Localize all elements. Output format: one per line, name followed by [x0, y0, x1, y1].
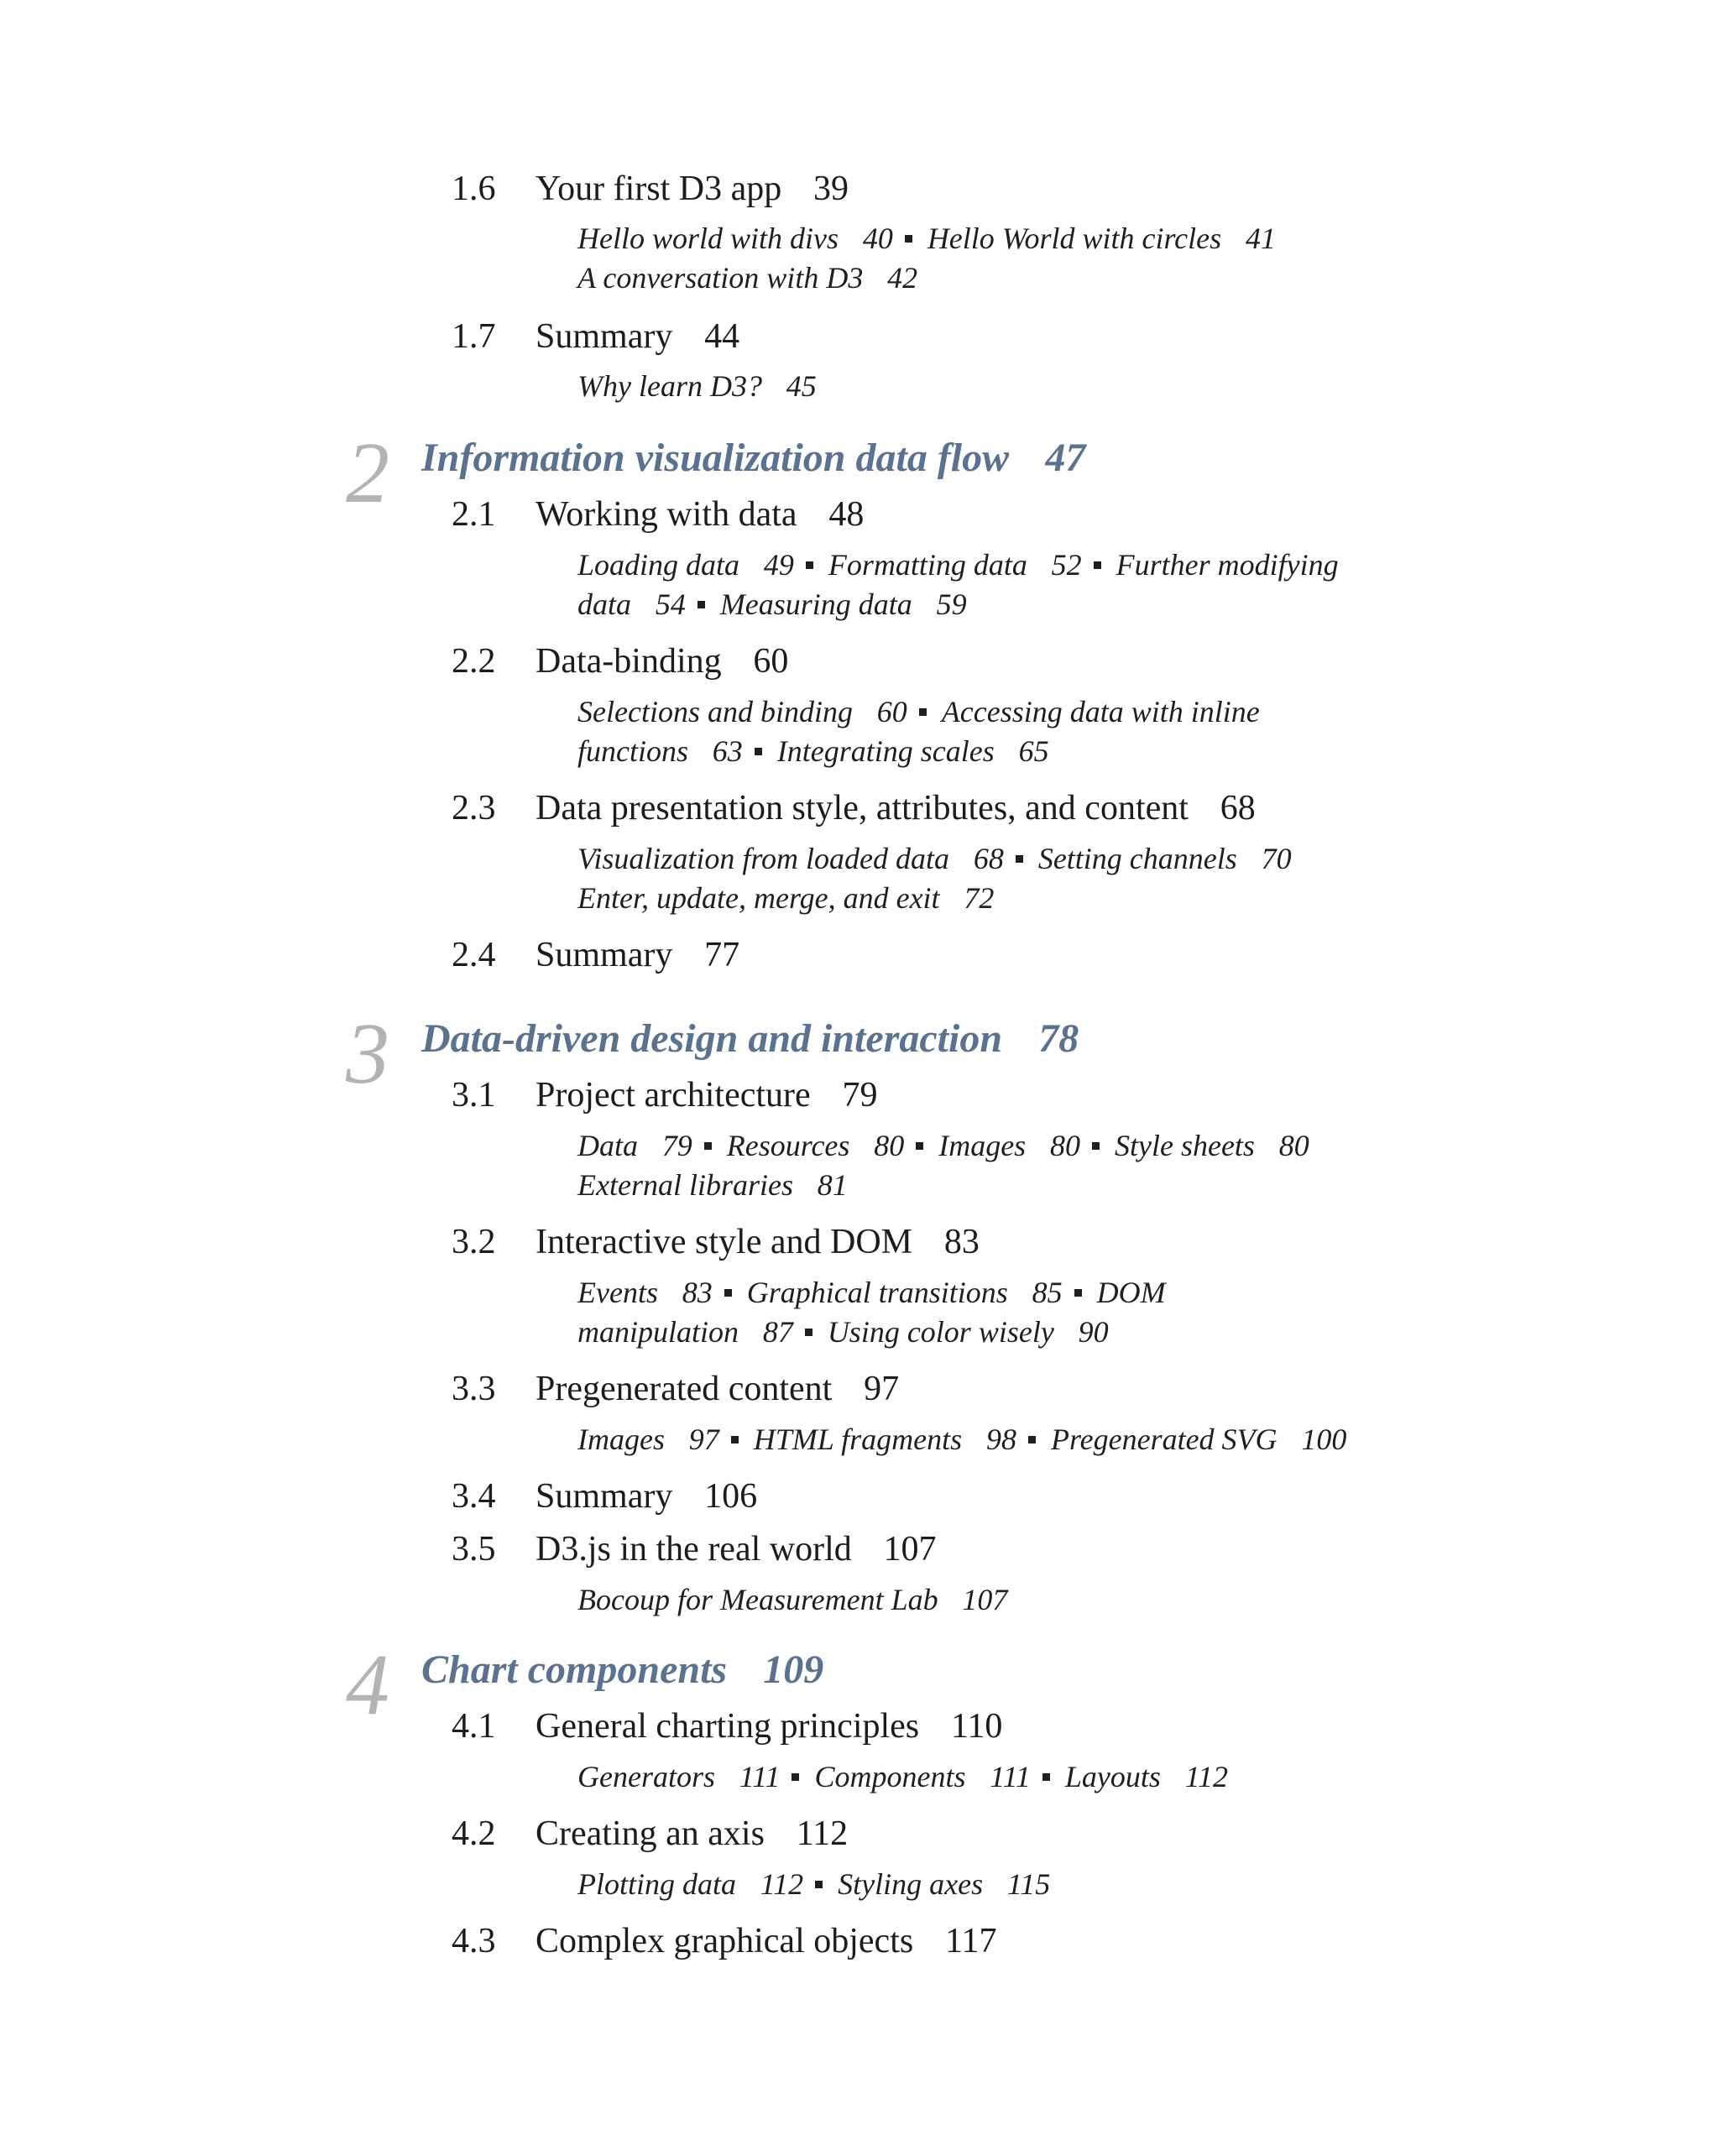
- chapter-title: Data-driven design and interaction: [421, 1016, 1003, 1061]
- section-number: 3.2: [452, 1223, 496, 1261]
- chapter-title: Information visualization data flow: [421, 436, 1010, 480]
- subsection-title[interactable]: Components: [814, 1760, 966, 1793]
- bullet-separator: [1042, 1773, 1050, 1781]
- subsection-title[interactable]: Data: [577, 1129, 638, 1162]
- section-title: Complex graphical objects: [536, 1922, 914, 1960]
- section-title: D3.js in the real world: [536, 1530, 852, 1569]
- page-number: 60: [753, 642, 789, 681]
- subsection-title[interactable]: Enter, update, merge, and exit: [577, 881, 940, 915]
- chapter-title-line[interactable]: [421, 438, 1085, 478]
- section-number: 4.1: [452, 1707, 496, 1746]
- section-title-line[interactable]: [536, 497, 864, 532]
- page-number: 68: [973, 842, 1004, 875]
- page-number: 65: [1018, 734, 1049, 768]
- subsection-title[interactable]: Pregenerated SVG: [1050, 1423, 1277, 1456]
- subsection-line: [577, 1130, 1309, 1161]
- section-title-line[interactable]: [536, 1224, 980, 1260]
- subsection-line: [577, 371, 817, 401]
- page-number: 79: [842, 1076, 878, 1115]
- section-number: 2.1: [452, 495, 496, 534]
- page-number: 77: [704, 936, 740, 974]
- bullet-separator: [806, 561, 813, 569]
- bullet-separator: [815, 1881, 823, 1888]
- chapter-page-number: 109: [763, 1647, 824, 1692]
- subsection-title[interactable]: Accessing data with inline: [941, 695, 1260, 728]
- page-number: 107: [962, 1583, 1008, 1616]
- page-number: 111: [739, 1760, 781, 1793]
- section-title-line[interactable]: [536, 1532, 937, 1567]
- section-title-line[interactable]: [536, 319, 739, 354]
- section-title-line[interactable]: [536, 1078, 877, 1113]
- subsection-title[interactable]: Why learn D3?: [577, 369, 762, 403]
- subsection-line: [577, 883, 994, 913]
- page-number: 59: [936, 587, 967, 621]
- subsection-title[interactable]: Formatting data: [828, 548, 1027, 582]
- page-number: 87: [762, 1315, 793, 1349]
- section-title: Working with data: [536, 495, 797, 534]
- page-number: 80: [874, 1129, 905, 1162]
- page-number: 85: [1032, 1276, 1063, 1309]
- section-title: Summary: [536, 936, 673, 974]
- subsection-title[interactable]: Resources: [726, 1129, 850, 1162]
- page-number: 100: [1301, 1423, 1347, 1456]
- page-number: 90: [1078, 1315, 1109, 1349]
- bullet-separator: [1028, 1436, 1036, 1443]
- page-number: 112: [760, 1867, 804, 1901]
- page-number: 42: [887, 261, 918, 295]
- page-number: 63: [712, 734, 743, 768]
- section-title-line[interactable]: [536, 937, 739, 973]
- bullet-separator: [916, 1142, 923, 1150]
- page-number: 44: [704, 317, 740, 356]
- subsection-line: [577, 263, 917, 293]
- page-number: 40: [862, 222, 893, 255]
- subsection-line: [577, 843, 1292, 874]
- section-title: Interactive style and DOM: [536, 1223, 913, 1261]
- page-number: 49: [763, 548, 794, 582]
- bullet-separator: [1092, 1142, 1100, 1150]
- page-number: 110: [950, 1707, 1003, 1746]
- page-number: 112: [796, 1814, 849, 1853]
- subsection-title[interactable]: Bocoup for Measurement Lab: [577, 1583, 938, 1616]
- page-number: 115: [1006, 1867, 1051, 1901]
- chapter-title-line[interactable]: [421, 1647, 824, 1692]
- bullet-separator: [731, 1436, 739, 1443]
- chapter-number: 3: [346, 1005, 389, 1102]
- subsection-line: [577, 1170, 848, 1200]
- page-number: 68: [1220, 789, 1256, 827]
- subsection-title[interactable]: Styling axes: [838, 1867, 984, 1901]
- section-number: 2.2: [452, 642, 496, 681]
- page-number: 45: [786, 369, 817, 403]
- subsection-title[interactable]: Layouts: [1064, 1760, 1161, 1793]
- page-number: 79: [661, 1129, 692, 1162]
- section-number: 3.5: [452, 1530, 496, 1569]
- section-number: 3.3: [452, 1370, 496, 1408]
- section-number: 1.6: [452, 170, 496, 208]
- chapter-title: Chart components: [421, 1647, 728, 1692]
- bullet-separator: [704, 1142, 712, 1150]
- bullet-separator: [1094, 561, 1101, 569]
- bullet-separator: [919, 708, 927, 716]
- bullet-separator: [724, 1289, 732, 1297]
- subsection-title[interactable]: Loading data: [577, 548, 740, 582]
- page-number: 60: [876, 695, 907, 728]
- section-title: Data presentation style, attributes, and content: [536, 789, 1189, 827]
- subsection-title[interactable]: Setting channels: [1037, 842, 1237, 875]
- page-number: 80: [1278, 1129, 1309, 1162]
- subsection-title[interactable]: Integrating scales: [776, 734, 995, 768]
- section-number: 3.4: [452, 1477, 496, 1516]
- page-number: 80: [1050, 1129, 1080, 1162]
- page-number: 52: [1051, 548, 1082, 582]
- subsection-line: [577, 1869, 1050, 1899]
- section-title: General charting principles: [536, 1707, 920, 1746]
- bullet-separator: [805, 1329, 812, 1336]
- section-title: Data-binding: [536, 642, 722, 681]
- page-number: 41: [1245, 222, 1276, 255]
- subsection-title[interactable]: Style sheets: [1115, 1129, 1255, 1162]
- subsection-title[interactable]: Images: [577, 1423, 665, 1456]
- subsection-line: [577, 1584, 1007, 1615]
- subsection-line: [577, 1762, 1228, 1792]
- subsection-title[interactable]: A conversation with D3: [577, 261, 864, 295]
- subsection-title[interactable]: Selections and binding: [577, 695, 853, 728]
- subsection-title-continued[interactable]: functions: [577, 734, 688, 768]
- subsection-title[interactable]: Further modifying: [1116, 548, 1339, 582]
- section-title-line[interactable]: [536, 1924, 996, 1959]
- page-number: 111: [990, 1760, 1031, 1793]
- section-title: Summary: [536, 317, 673, 356]
- page-number: 97: [688, 1423, 719, 1456]
- page-number: 97: [864, 1370, 900, 1408]
- page-number: 48: [828, 495, 865, 534]
- chapter-page-number: 47: [1045, 436, 1086, 480]
- page-number: 112: [1184, 1760, 1229, 1793]
- section-number: 2.4: [452, 936, 496, 974]
- page-number: 117: [945, 1922, 997, 1960]
- subsection-title[interactable]: External libraries: [577, 1168, 793, 1202]
- section-title: Creating an axis: [536, 1814, 765, 1853]
- subsection-title[interactable]: DOM: [1096, 1276, 1166, 1309]
- page-number: 39: [813, 170, 849, 208]
- section-title: Project architecture: [536, 1076, 811, 1115]
- subsection-title[interactable]: Images: [938, 1129, 1027, 1162]
- subsection-line: [577, 223, 1276, 253]
- subsection-line: [577, 550, 1339, 580]
- subsection-line: [577, 697, 1260, 727]
- page-number: 72: [964, 881, 995, 915]
- bullet-separator: [1074, 1289, 1082, 1297]
- subsection-title[interactable]: Using color wisely: [827, 1315, 1054, 1349]
- bullet-separator: [698, 601, 705, 608]
- section-title-line[interactable]: [536, 644, 788, 679]
- subsection-title[interactable]: Hello World with circles: [927, 222, 1222, 255]
- page-number: 54: [655, 587, 686, 621]
- section-title: Your first D3 app: [536, 170, 782, 208]
- chapter-title-line[interactable]: [421, 1016, 1079, 1061]
- page-number: 98: [985, 1423, 1016, 1456]
- subsection-title[interactable]: Graphical transitions: [746, 1276, 1008, 1309]
- section-number: 4.3: [452, 1922, 496, 1960]
- subsection-title[interactable]: HTML fragments: [753, 1423, 963, 1456]
- bullet-separator: [792, 1773, 799, 1781]
- subsection-title[interactable]: Events: [577, 1276, 658, 1309]
- subsection-title[interactable]: Plotting data: [577, 1867, 736, 1901]
- section-title: Summary: [536, 1477, 673, 1516]
- section-title-line[interactable]: [536, 1816, 848, 1851]
- subsection-line: [577, 1317, 1109, 1347]
- section-title-line[interactable]: [536, 1479, 757, 1514]
- subsection-title[interactable]: Visualization from loaded data: [577, 842, 950, 875]
- section-title-line[interactable]: [536, 791, 1256, 826]
- subsection-title-continued[interactable]: data: [577, 587, 632, 621]
- section-number: 2.3: [452, 789, 496, 827]
- chapter-number: 2: [346, 425, 389, 521]
- chapter-number: 4: [346, 1637, 389, 1733]
- page-number: 107: [883, 1530, 937, 1569]
- section-number: 4.2: [452, 1814, 496, 1853]
- subsection-line: [577, 589, 967, 619]
- section-number: 3.1: [452, 1076, 496, 1115]
- subsection-title[interactable]: Measuring data: [719, 587, 912, 621]
- section-title-line[interactable]: [536, 1371, 899, 1407]
- subsection-line: [577, 1424, 1346, 1454]
- page-number: 83: [943, 1223, 980, 1261]
- bullet-separator: [755, 748, 762, 755]
- subsection-line: [577, 736, 1049, 766]
- subsection-line: [577, 1277, 1166, 1308]
- section-title: Pregenerated content: [536, 1370, 833, 1408]
- subsection-title[interactable]: Hello world with divs: [577, 222, 839, 255]
- bullet-separator: [1016, 855, 1023, 863]
- bullet-separator: [905, 235, 912, 243]
- page-number: 70: [1261, 842, 1292, 875]
- chapter-page-number: 78: [1038, 1016, 1079, 1061]
- subsection-title[interactable]: Generators: [577, 1760, 715, 1793]
- section-number: 1.7: [452, 317, 496, 356]
- subsection-title-continued[interactable]: manipulation: [577, 1315, 739, 1349]
- page-number: 106: [704, 1477, 758, 1516]
- section-title-line[interactable]: [536, 171, 849, 206]
- page-number: 81: [817, 1168, 848, 1202]
- page-number: 83: [682, 1276, 713, 1309]
- section-title-line[interactable]: [536, 1709, 1002, 1744]
